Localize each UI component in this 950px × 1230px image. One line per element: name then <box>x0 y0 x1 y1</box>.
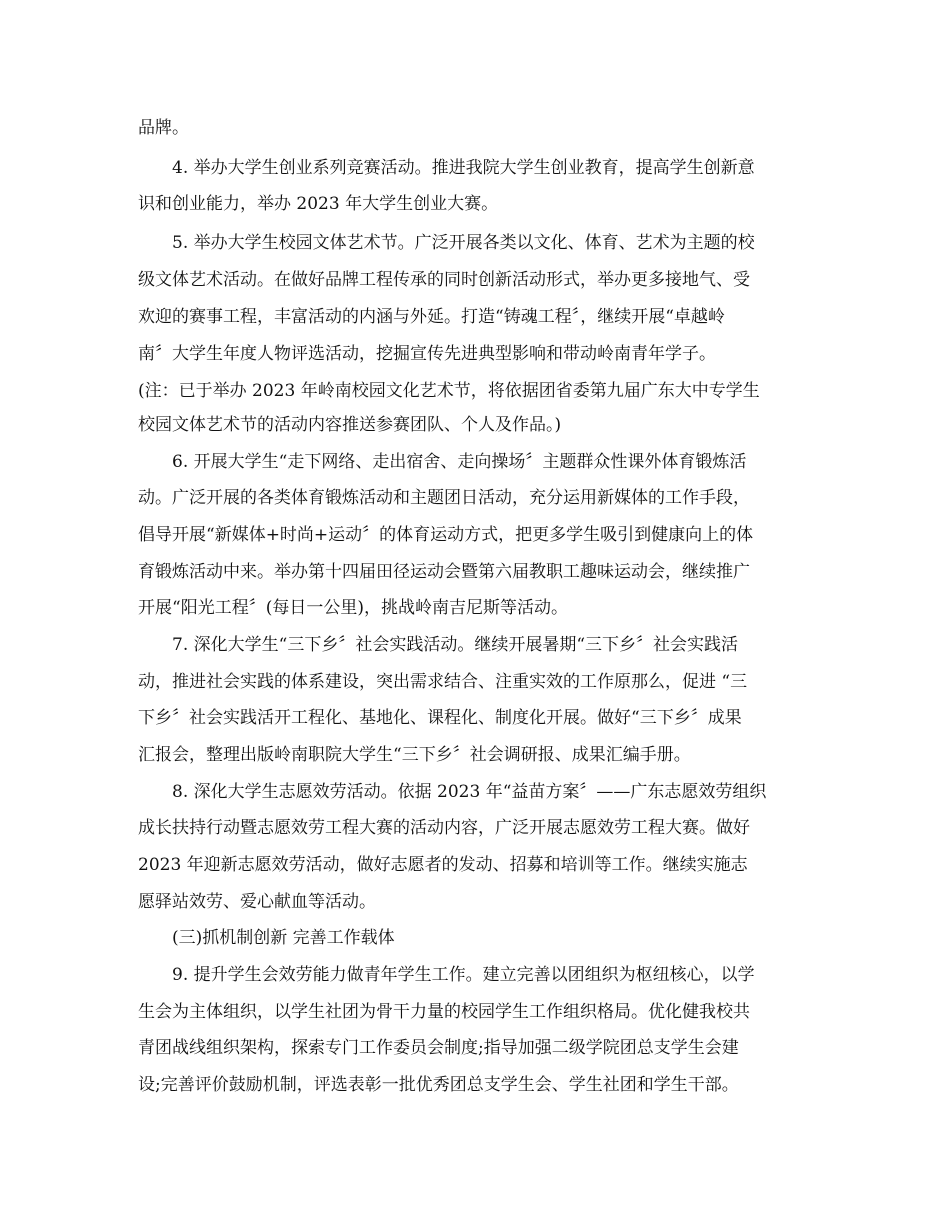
text-line: 级文体艺术活动。在做好品牌工程传承的同时创新活动形式，举办更多接地气、受 <box>138 270 750 290</box>
text-line: 品牌。 <box>138 118 189 138</box>
text-line: 动。广泛开展的各类体育锻炼活动和主题团日活动，充分运用新媒体的工作手段， <box>138 488 750 508</box>
text-line: 青团战线组织架构，探索专门工作委员会制度;指导加强二级学院团总支学生会建 <box>138 1038 739 1058</box>
text-line: 开展“阳光工程〞(每日一公里)，挑战岭南吉尼斯等活动。 <box>138 598 568 618</box>
text-line: 9. 提升学生会效劳能力做青年学生工作。建立完善以团组织为枢纽核心，以学 <box>172 965 755 985</box>
text-line: 识和创业能力，举办 2023 年大学生创业大赛。 <box>138 194 499 214</box>
text-line: 愿驿站效劳、爱心献血等活动。 <box>138 892 376 912</box>
text-line: 7. 深化大学生“三下乡〞社会实践活动。继续开展暑期“三下乡〞社会实践活 <box>172 635 739 655</box>
text-line: 动，推进社会实践的体系建设，突出需求结合、注重实效的工作原那么，促进 “三 <box>138 672 748 692</box>
text-line: 8. 深化大学生志愿效劳活动。依据 2023 年“益苗方案〞——广东志愿效劳组织 <box>172 782 767 802</box>
text-line: 校园文体艺术节的活动内容推送参赛团队、个人及作品。) <box>138 415 562 435</box>
text-line: 6. 开展大学生“走下网络、走出宿舍、走向操场〞主题群众性课外体育锻炼活 <box>172 452 747 472</box>
text-line: 欢迎的赛事工程，丰富活动的内涵与外延。打造“铸魂工程〞，继续开展“卓越岭 <box>138 307 725 327</box>
text-line: 生会为主体组织，以学生社团为骨干力量的校园学生工作组织格局。优化健我校共 <box>138 1002 750 1022</box>
text-line: 汇报会，整理出版岭南职院大学生“三下乡〞社会调研报、成果汇编手册。 <box>138 745 691 765</box>
text-line: 4. 举办大学生创业系列竞赛活动。推进我院大学生创业教育，提高学生创新意 <box>172 158 755 178</box>
text-line: 倡导开展“新媒体+时尚+运动〞的体育运动方式，把更多学生吸引到健康向上的体 <box>138 525 754 545</box>
text-line: 成长扶持行动暨志愿效劳工程大赛的活动内容，广泛开展志愿效劳工程大赛。做好 <box>138 818 750 838</box>
text-line: 2023 年迎新志愿效劳活动，做好志愿者的发动、招募和培训等工作。继续实施志 <box>138 855 748 875</box>
text-line: 育锻炼活动中来。举办第十四届田径运动会暨第六届教职工趣味运动会，继续推广 <box>138 562 750 582</box>
text-line: 南〞大学生年度人物评选活动，挖掘宣传先进典型影响和带动岭南青年学子。 <box>138 344 716 364</box>
text-line: 5. 举办大学生校园文体艺术节。广泛开展各类以文化、体育、艺术为主题的校 <box>172 233 755 253</box>
section-heading: (三)抓机制创新 完善工作载体 <box>172 928 395 948</box>
text-line: 下乡〞社会实践活开工程化、基地化、课程化、制度化开展。做好“三下乡〞成果 <box>138 708 742 728</box>
text-line: (注：已于举办 2023 年岭南校园文化艺术节，将依据团省委第九届广东大中专学生 <box>138 381 760 401</box>
text-line: 设;完善评价鼓励机制，评选表彰一批优秀团总支学生会、学生社团和学生干部。 <box>138 1075 739 1095</box>
